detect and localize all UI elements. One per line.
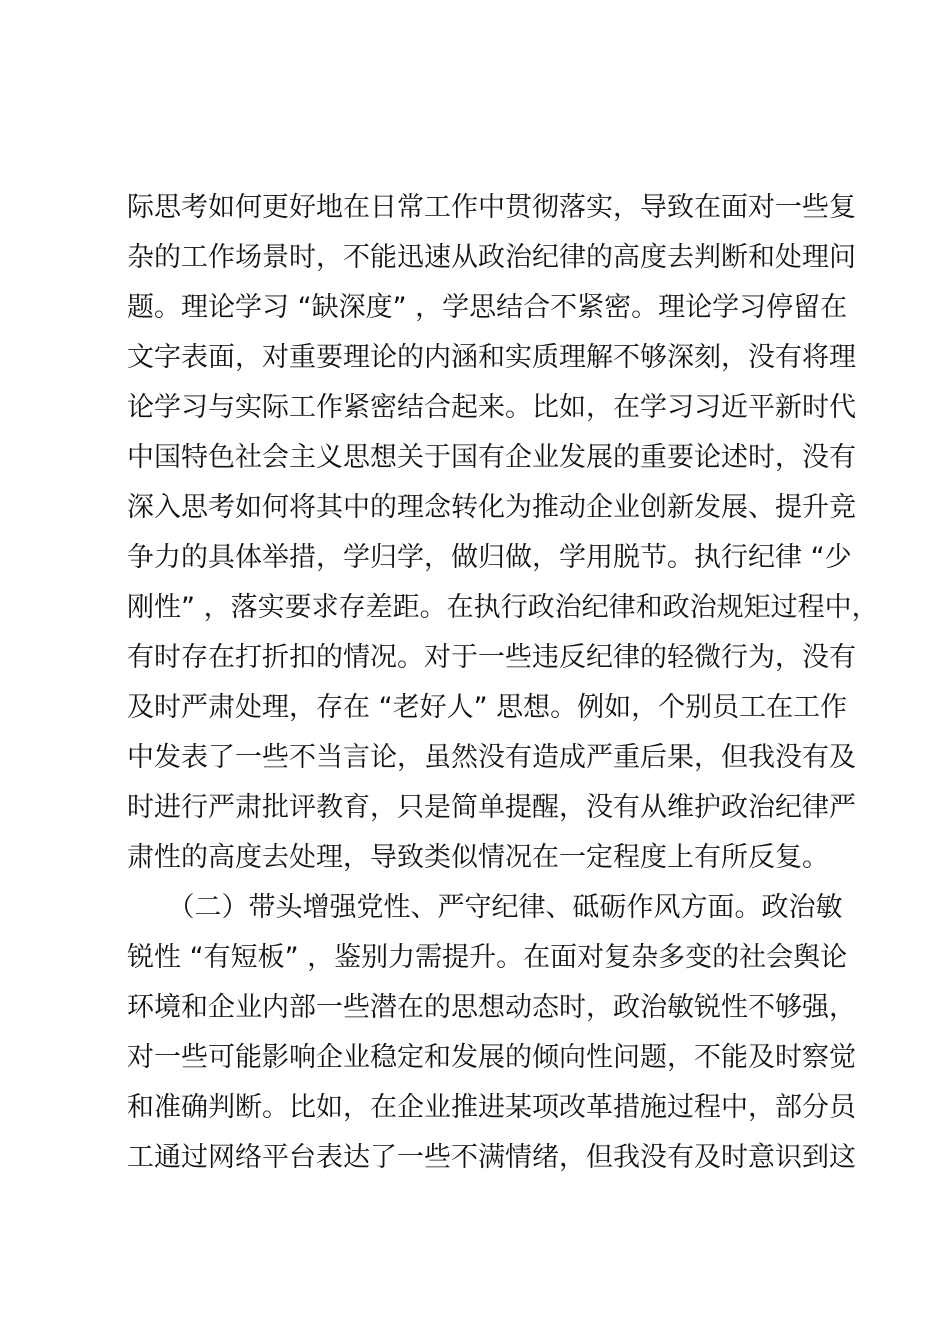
- text-line: 环境和企业内部一些潜在的思想动态时，政治敏锐性不够强，: [127, 992, 856, 1023]
- text-line: 中国特色社会主义思想关于国有企业发展的重要论述时，没有: [127, 442, 856, 473]
- text-line: 工通过网络平台表达了一些不满情绪，但我没有及时意识到这: [127, 1142, 856, 1173]
- text-line: （二）带头增强党性、严守纪律、砥砺作风方面。政治敏: [127, 892, 843, 923]
- body-text: [127, 183, 879, 1183]
- text-line: 肃性的高度去处理，导致类似情况在一定程度上有所反复。: [127, 842, 829, 873]
- text-line: 争力的具体举措，学归学，做归做，学用脱节。执行纪律 “少: [127, 542, 852, 573]
- text-line: 对一些可能影响企业稳定和发展的倾向性问题，不能及时察觉: [127, 1042, 856, 1073]
- text-line: 文字表面，对重要理论的内涵和实质理解不够深刻，没有将理: [127, 342, 856, 373]
- text-line: 题。理论学习 “缺深度” ，学思结合不紧密。理论学习停留在: [127, 292, 848, 323]
- text-line: 际思考如何更好地在日常工作中贯彻落实，导致在面对一些复: [127, 192, 856, 223]
- text-line: 刚性” ，落实要求存差距。在执行政治纪律和政治规矩过程中，: [127, 592, 879, 623]
- text-line: 和准确判断。比如，在企业推进某项改革措施过程中，部分员: [127, 1092, 856, 1123]
- text-line: 及时严肃处理，存在 “老好人” 思想。例如，个别员工在工作: [127, 692, 848, 723]
- text-line: 深入思考如何将其中的理念转化为推动企业创新发展、提升竞: [127, 492, 856, 523]
- text-line: 时进行严肃批评教育，只是简单提醒，没有从维护政治纪律严: [127, 792, 856, 823]
- text-line: 杂的工作场景时，不能迅速从政治纪律的高度去判断和处理问: [127, 242, 856, 273]
- text-line: 论学习与实际工作紧密结合起来。比如，在学习习近平新时代: [127, 392, 856, 423]
- text-line: 有时存在打折扣的情况。对于一些违反纪律的轻微行为，没有: [127, 642, 856, 673]
- text-line: 中发表了一些不当言论，虽然没有造成严重后果，但我没有及: [127, 742, 856, 773]
- text-line: 锐性 “有短板” ，鉴别力需提升。在面对复杂多变的社会舆论: [127, 942, 848, 973]
